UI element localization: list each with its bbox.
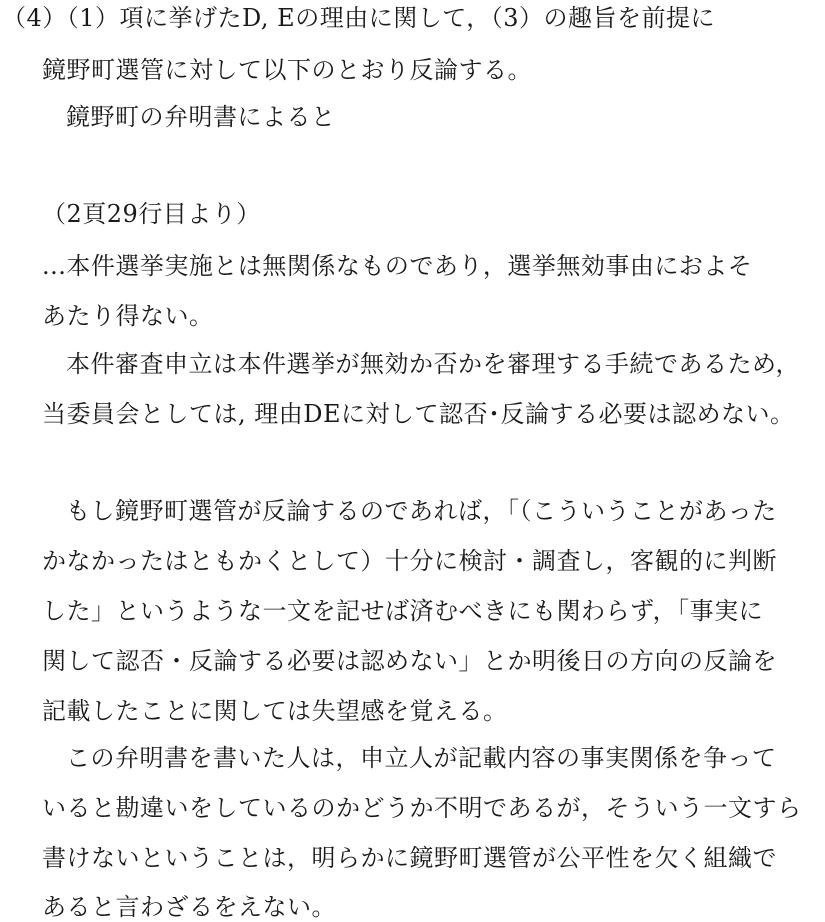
text-line: 当委員会としては, 理由DEに対して認否･反論する必要は認めない。 xyxy=(42,400,795,428)
text-line: 鏡野町選管に対して以下のとおり反論する。 xyxy=(42,56,532,84)
text-line: 鏡野町の弁明書によると xyxy=(66,103,336,131)
text-line: 書けないということは，明らかに鏡野町選管が公平性を欠く組織で xyxy=(42,844,777,872)
text-line: いると勘違いをしているのかどうか不明であるが，そういう一文すら xyxy=(42,794,802,822)
text-line: あると言わざるをえない。 xyxy=(42,893,336,921)
text-line: （2頁29行目より） xyxy=(42,200,261,228)
text-line: （4）（1）項に挙げたD, Eの理由に関して，（3）の趣旨を前提に xyxy=(2,4,715,32)
text-line: かなかったはともかくとして）十分に検討・調査し，客観的に判断 xyxy=(42,547,777,575)
text-line: ...本件選挙実施とは無関係なものであり，選挙無効事由におよそ xyxy=(42,252,753,280)
text-line: した」というような一文を記せば済むべきにも関わらず，「事実に xyxy=(42,597,764,625)
text-line: 記載したことに関しては失望感を覚える。 xyxy=(42,697,508,725)
text-line: 本件審査申立は本件選挙が無効か否かを審理する手続であるため， xyxy=(66,350,801,378)
text-line: 関して認否・反論する必要は認めない」とか明後日の方向の反論を xyxy=(42,647,777,675)
text-line: この弁明書を書いた人は，申立人が記載内容の事実関係を争って xyxy=(66,744,777,772)
text-line: あたり得ない。 xyxy=(42,302,214,330)
text-line: もし鏡野町選管が反論するのであれば，「（こういうことがあった xyxy=(66,497,777,525)
